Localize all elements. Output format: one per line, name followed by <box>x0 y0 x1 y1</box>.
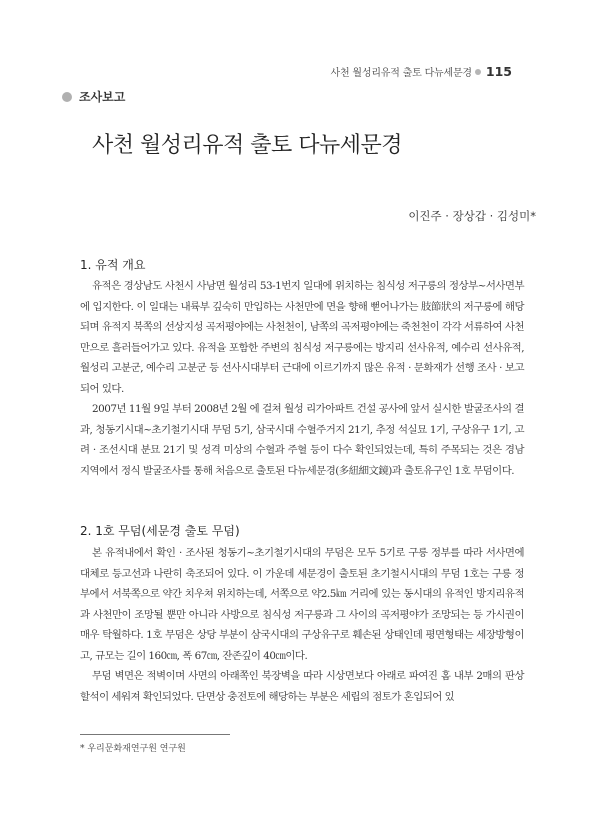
paragraph-2-1: 본 유적내에서 확인 · 조사된 청동기~초기철기시대의 무덤은 모두 5기로 구릉 정부를 따라 서사면에 대체로 등고선과 나란히 축조되어 있다. 이 가운데 세문경이 출토된 초기철시시대의 무덤 1호는 구릉 정부에서 서북쪽으로 약간 치우쳐 위치하는데, 서쪽으로 약2.5㎞ 거리에 있는 동시대의 유적인 방지리유적과 사천만이 조망될 뿐만 아니라 사방으로 침식성 저구릉과 그 사이의 곡저평야가 조망되는 등 가시권이 매우 탁월하다. 1호 무덤은 상당 부분이 삼국시대의 구상유구로 훼손된 상태인데 평면형태는 세장방형이고, 규모는 길이 160㎝, 폭 67㎝, 잔존깊이 40㎝이다. <box>80 547 524 662</box>
section-heading-2: 2. 1호 무덤(세문경 출토 무덤) <box>80 524 240 538</box>
page-number: 115 <box>485 64 512 79</box>
paragraph-1-2: 2007년 11월 9일 부터 2008년 2월 에 걸쳐 월성 리가아파트 건설 공사에 앞서 실시한 발굴조사의 결과, 청동기시대~초기철기시대 무덤 5기, 삼국시대 수혈주거지 21기, 추정 석실묘 1기, 구상유구 1기, 고려 · 조선시대 분묘 21기 및 성격 미상의 수혈과 주혈 등이 다수 확인되었는데, 특히 주목되는 것은 경남지역에서 정식 발굴조사를 통해 처음으로 출토된 다뉴세문경(多紐細文鏡)과 출토유구인 1호 무덤이다. <box>80 403 524 477</box>
footnote-divider <box>80 734 230 735</box>
header-dot-icon <box>475 69 481 75</box>
bullet-icon <box>62 92 72 102</box>
authors: 이진주 · 장상갑 · 김성미* <box>408 209 536 223</box>
section-category <box>62 88 125 105</box>
paragraph-1-1: 유적은 경상남도 사천시 사남면 월성리 53-1번지 일대에 위치하는 침식성 저구릉의 정상부~서사면부에 입지한다. 이 일대는 내륙부 깊숙히 만입하는 사천만에 면을 향해 뻗어나가는 肢節狀의 저구릉에 해당되며 유적지 북쪽의 선상지성 곡저평야에는 사천천이, 남쪽의 곡저평야에는 죽천천이 각각 서류하여 사천만으로 흘러들어가고 있다. 유적을 포함한 주변의 침식성 저구릉에는 방지리 선사유적, 예수리 선사유적, 월성리 고분군, 예수리 고분군 등 선사시대부터 근대에 이르기까지 많은 유적 · 문화재가 선행 조사 · 보고되어 있다. <box>80 280 524 395</box>
article-title: 사천 월성리유적 출토 다뉴세문경 <box>92 133 403 158</box>
running-title: 사천 월성리유적 출토 다뉴세문경 <box>330 68 472 79</box>
paragraph-2-2: 무덤 벽면은 적벽이며 사면의 아래쪽인 북장벽을 따라 시상면보다 아래로 파여진 홈 내부 2매의 판상할석이 세워져 확인되었다. 단면상 충전토에 해당하는 부분은 세립의 점토가 혼입되어 있 <box>80 670 524 703</box>
running-header <box>331 64 512 79</box>
section-heading-1: 1. 유적 개요 <box>80 258 146 272</box>
footnote: * 우리문화재연구원 연구원 <box>80 744 186 754</box>
section-category-label: 조사보고 <box>79 90 126 104</box>
